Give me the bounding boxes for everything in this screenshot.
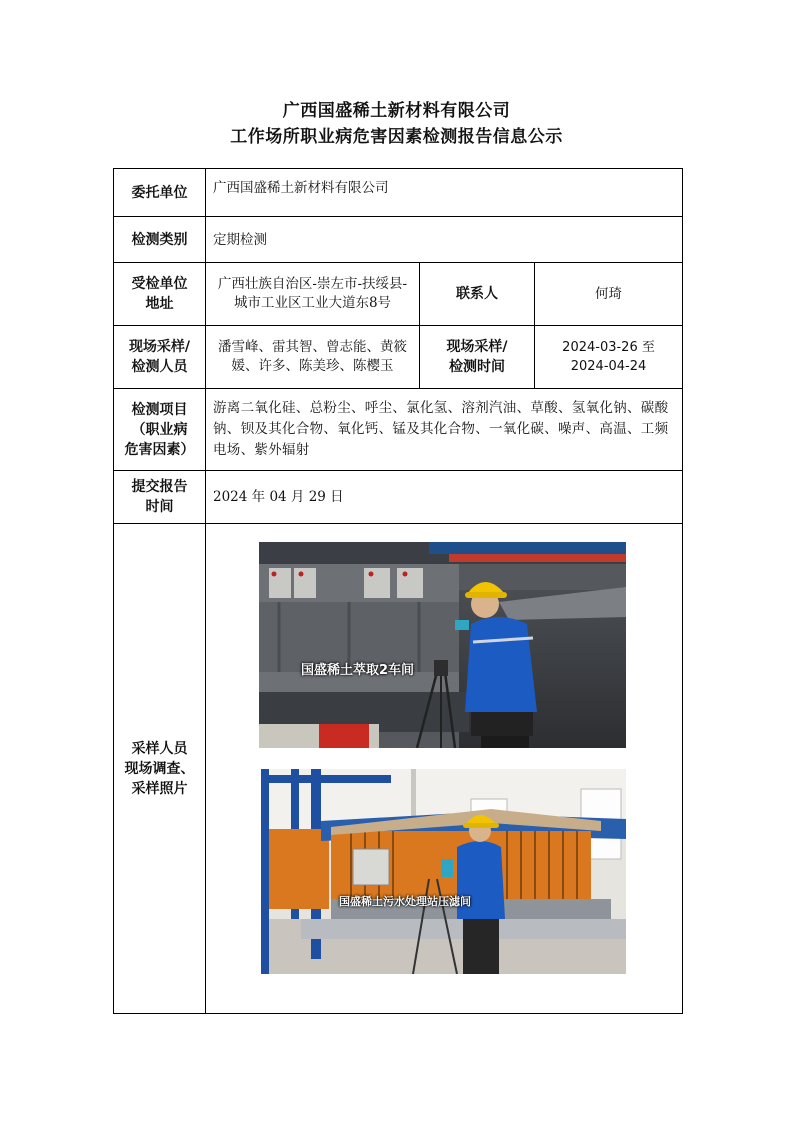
time-label-line2: 检测时间 bbox=[449, 359, 505, 375]
company-title: 广西国盛稀土新材料有限公司 bbox=[282, 101, 511, 121]
items-label-line1: 检测项目 bbox=[131, 401, 188, 418]
submit-label-line1: 提交报告 bbox=[131, 479, 188, 495]
staff-label-line1: 现场采样/ bbox=[128, 339, 191, 355]
items-label-line3: 危害因素） bbox=[124, 441, 195, 458]
staff-value: 潘雪峰、雷其智、曾志能、黄筱媛、许多、陈美珍、陈樱玉 bbox=[206, 326, 420, 389]
items-row bbox=[114, 389, 683, 471]
time-value bbox=[535, 326, 683, 389]
time-end: 2024-04-24 bbox=[570, 359, 647, 374]
staff-row bbox=[114, 326, 683, 389]
category-value: 定期检测 bbox=[206, 217, 683, 263]
time-label-line1: 现场采样/ bbox=[446, 339, 508, 355]
client-value: 广西国盛稀土新材料有限公司 bbox=[206, 169, 683, 217]
submit-row bbox=[114, 471, 683, 524]
photo-extraction-scene-icon bbox=[259, 542, 626, 748]
submit-label-line2: 时间 bbox=[145, 499, 174, 515]
address-label bbox=[114, 263, 206, 326]
document-title: 工作场所职业病危害因素检测报告信息公示 bbox=[230, 127, 563, 147]
photos-label-line1: 采样人员 bbox=[131, 740, 188, 757]
time-label bbox=[420, 326, 535, 389]
photos-label-line3: 采样照片 bbox=[131, 780, 188, 797]
time-start: 2024-03-26 至 bbox=[562, 340, 655, 355]
client-label: 委托单位 bbox=[114, 169, 206, 217]
contact-value: 何琦 bbox=[535, 263, 683, 326]
address-label-line2: 地址 bbox=[145, 296, 174, 312]
address-label-line1: 受检单位 bbox=[131, 276, 188, 292]
photo-filter-press-room bbox=[261, 769, 626, 974]
category-label: 检测类别 bbox=[114, 217, 206, 263]
photos-cell bbox=[206, 524, 683, 1014]
items-value: 游离二氧化硅、总粉尘、呼尘、氯化氢、溶剂汽油、草酸、氢氧化钠、碳酸钠、钡及其化合物、氧化钙、锰及其化合物、一氧化碳、噪声、高温、工频电场、紫外辐射 bbox=[206, 389, 683, 471]
staff-label bbox=[114, 326, 206, 389]
contact-label: 联系人 bbox=[420, 263, 535, 326]
submit-value: 2024 年 04 月 29 日 bbox=[206, 471, 683, 524]
category-row bbox=[114, 217, 683, 263]
items-label-line2: （职业病 bbox=[131, 421, 188, 438]
submit-label bbox=[114, 471, 206, 524]
photos-label-line2: 现场调查、 bbox=[124, 760, 195, 777]
client-row bbox=[114, 169, 683, 217]
photos-row bbox=[114, 524, 683, 1014]
photo-extraction-caption: 国盛稀土萃取2车间 bbox=[301, 663, 415, 678]
photo-extraction-workshop bbox=[259, 542, 626, 748]
staff-label-line2: 检测人员 bbox=[131, 359, 188, 375]
address-value: 广西壮族自治区-崇左市-扶绥县-城市工业区工业大道东8号 bbox=[206, 263, 420, 326]
photo-filter-press-scene-icon bbox=[261, 769, 626, 974]
photo-filter-press-caption: 国盛稀土污水处理站压滤间 bbox=[339, 895, 471, 908]
info-table bbox=[113, 168, 683, 1014]
items-label bbox=[114, 389, 206, 471]
address-row bbox=[114, 263, 683, 326]
photos-label bbox=[114, 524, 206, 1014]
